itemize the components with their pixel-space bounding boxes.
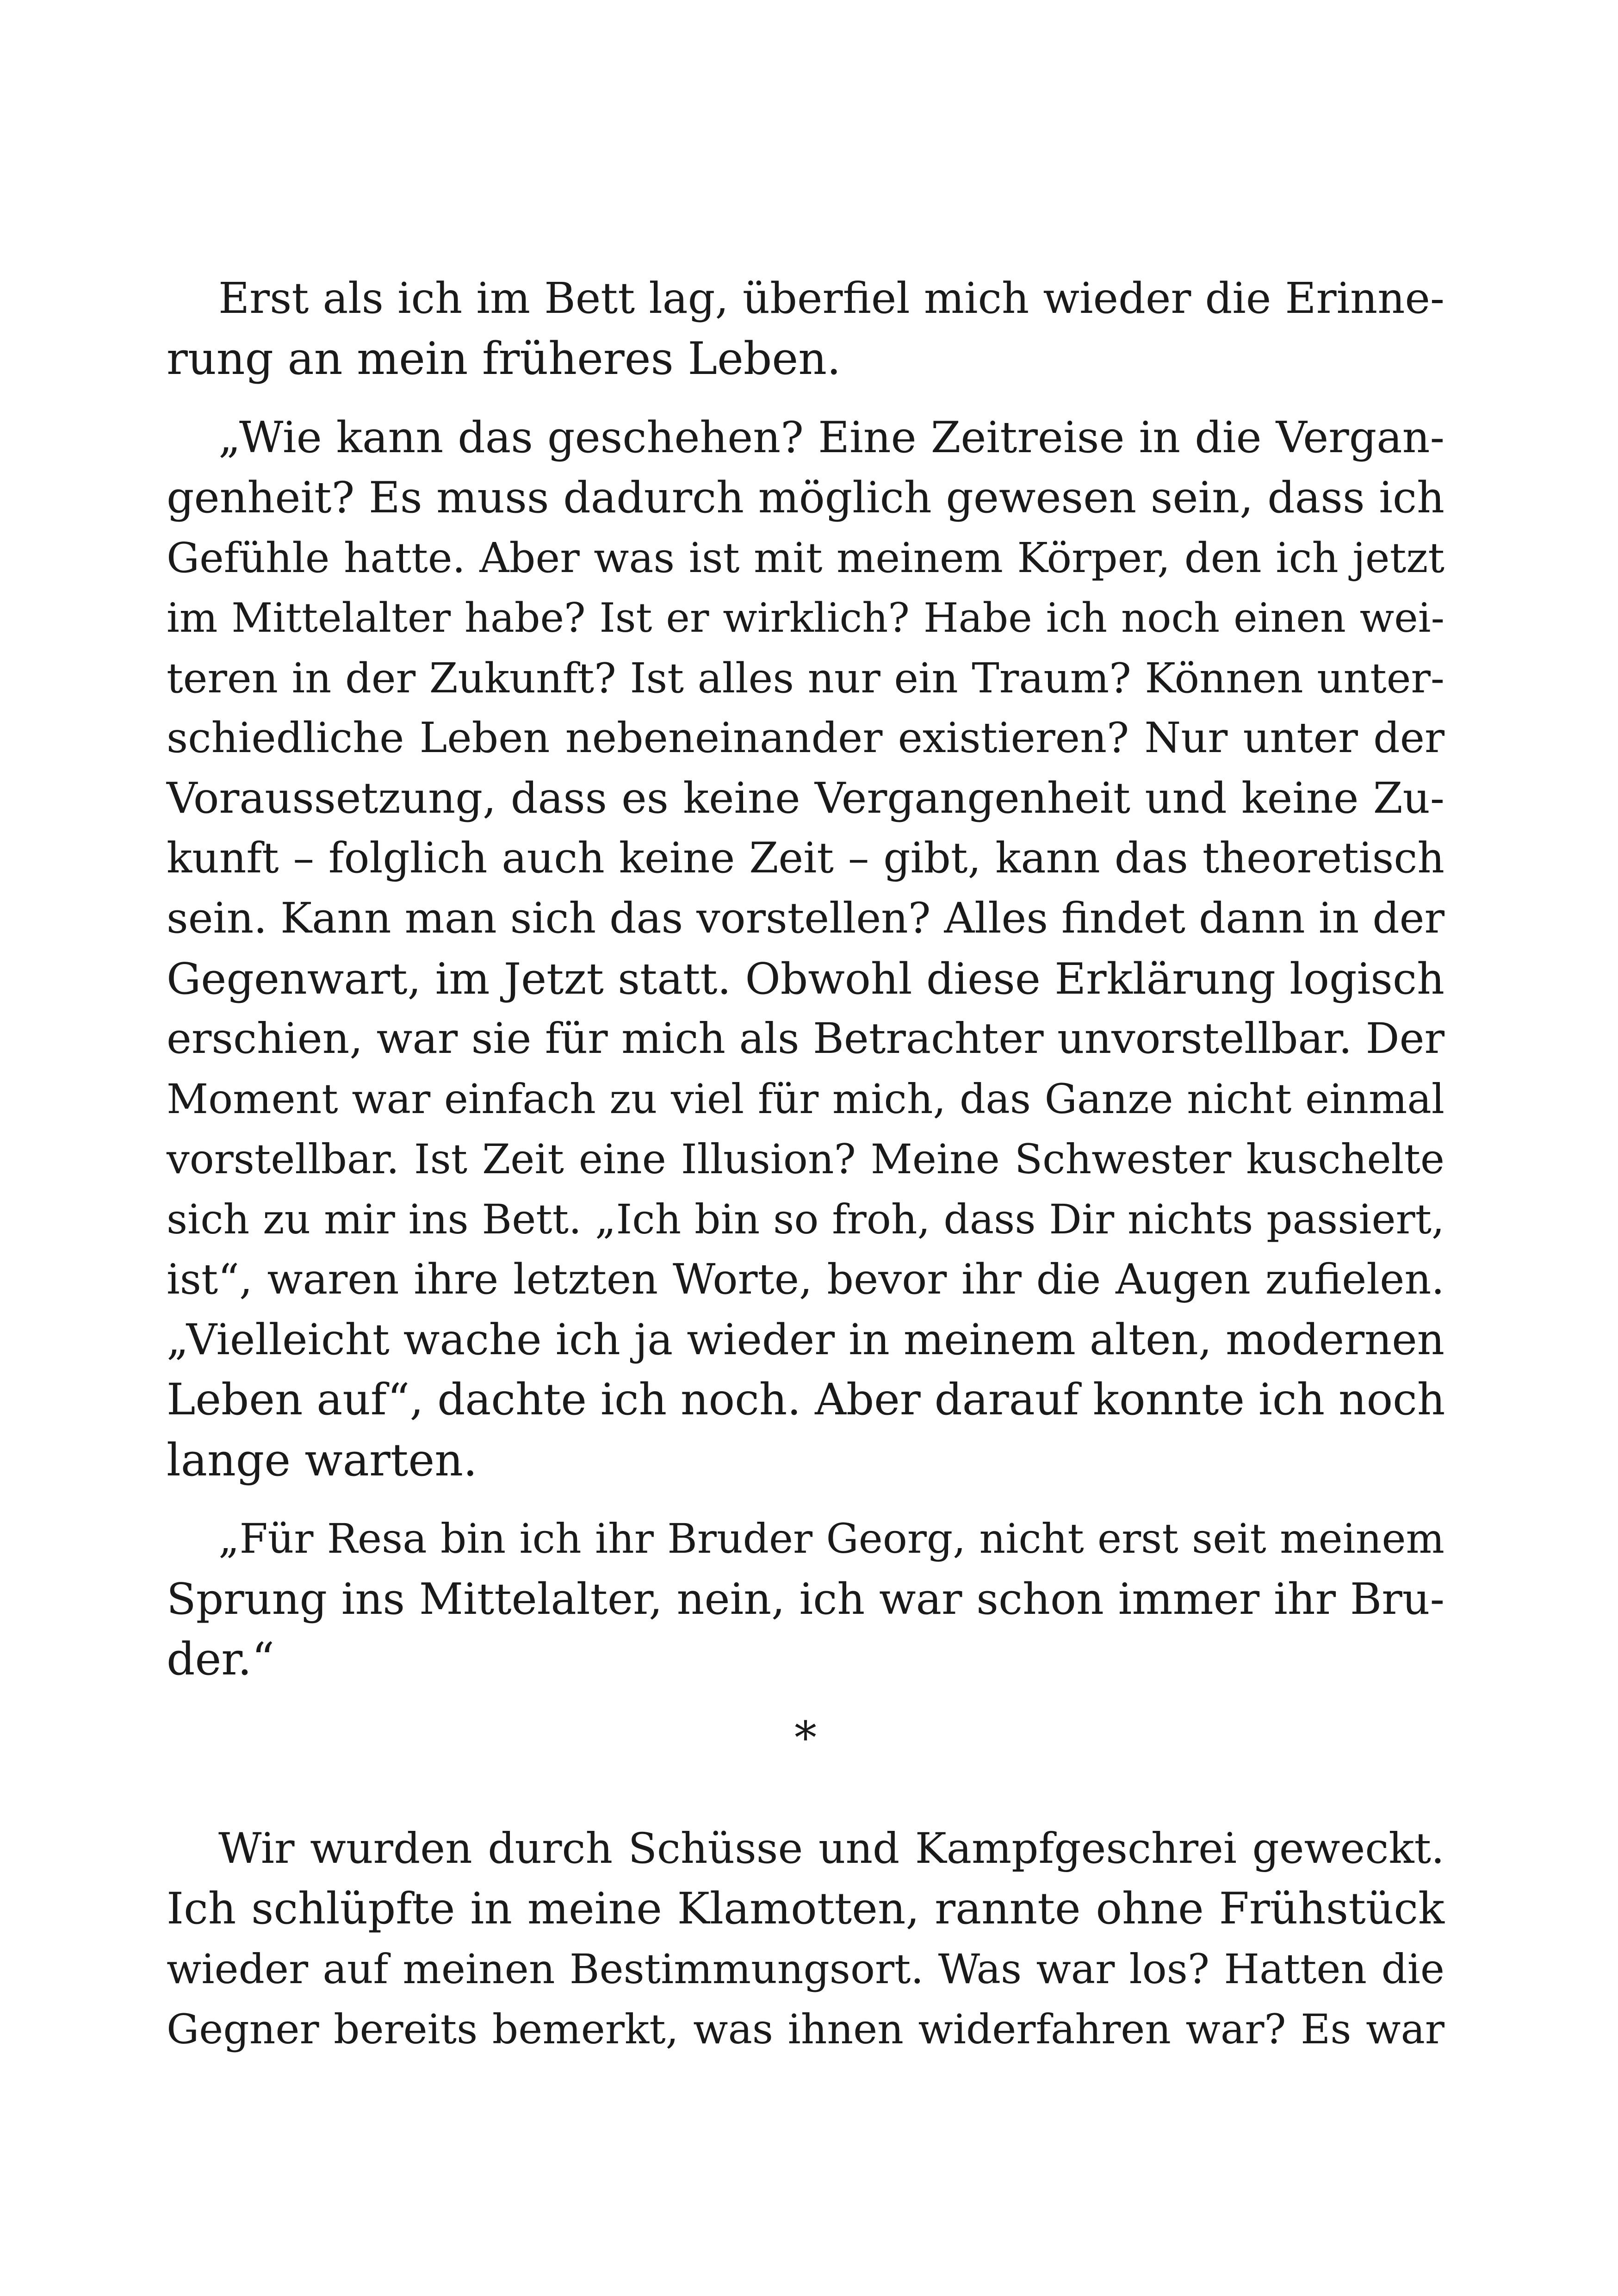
text-line: „Für Resa bin ich ihr Bruder Georg, nicht erst seit meinem	[218, 1515, 1444, 1562]
text-line: Wir wurden durch Schüsse und Kampfgeschrei geweckt.	[218, 1824, 1444, 1873]
text-line: „Vielleicht wache ich ja wieder in meinem alten, modernen	[167, 1315, 1444, 1364]
text-line: Gegner bereits bemerkt, was ihnen widerfahren war? Es war	[167, 2005, 1444, 2053]
text-line: schiedliche Leben nebeneinander existieren? Nur unter der	[167, 714, 1444, 762]
text-line: rung an mein früheres Leben.	[167, 333, 841, 385]
text-line: Gefühle hatte. Aber was ist mit meinem Körper, den ich jetzt	[167, 534, 1444, 582]
text-line: sein. Kann man sich das vorstellen? Alles findet dann in der	[167, 894, 1444, 943]
text-line: im Mittelalter habe? Ist er wirklich? Habe ich noch einen wei-	[167, 594, 1444, 641]
text-line: Voraussetzung, dass es keine Vergangenheit und keine Zu-	[167, 773, 1444, 823]
text-line: Sprung ins Mittelalter, nein, ich war schon immer ihr Bru-	[167, 1574, 1444, 1624]
text-line: Gegenwart, im Jetzt statt. Obwohl diese Erklärung logisch	[167, 954, 1444, 1004]
text-line: ist“, waren ihre letzten Worte, bevor ihr die Augen zufielen.	[167, 1255, 1444, 1304]
text-line: Erst als ich im Bett lag, überfiel mich wieder die Erinne-	[218, 274, 1444, 323]
text-line: teren in der Zukunft? Ist alles nur ein Traum? Können unter-	[167, 654, 1444, 702]
text-line: sich zu mir ins Bett. „Ich bin so froh, dass Dir nichts passiert,	[167, 1195, 1444, 1243]
text-line: der.“	[167, 1633, 275, 1685]
text-line: vorstellbar. Ist Zeit eine Illusion? Meine Schwester kuschelte	[167, 1135, 1444, 1183]
text-line: Leben auf“, dachte ich noch. Aber darauf konnte ich noch	[167, 1375, 1445, 1425]
text-line: Moment war einfach zu viel für mich, das Ganze nicht einmal	[167, 1075, 1444, 1123]
text-line: lange warten.	[167, 1434, 477, 1486]
text-line: wieder auf meinen Bestimmungsort. Was war los? Hatten die	[167, 1945, 1444, 1993]
text-line: Ich schlüpfte in meine Klamotten, rannte ohne Frühstück	[167, 1884, 1444, 1934]
section-break-asterisk: *	[794, 1712, 817, 1764]
text-line: „Wie kann das geschehen? Eine Zeitreise in die Vergan-	[218, 412, 1444, 462]
text-line: kunft – folglich auch keine Zeit – gibt, kann das theoretisch	[167, 834, 1444, 883]
text-line: genheit? Es muss dadurch möglich gewesen sein, dass ich	[167, 473, 1444, 523]
text-line: erschien, war sie für mich als Betrachter unvorstellbar. Der	[167, 1014, 1444, 1063]
